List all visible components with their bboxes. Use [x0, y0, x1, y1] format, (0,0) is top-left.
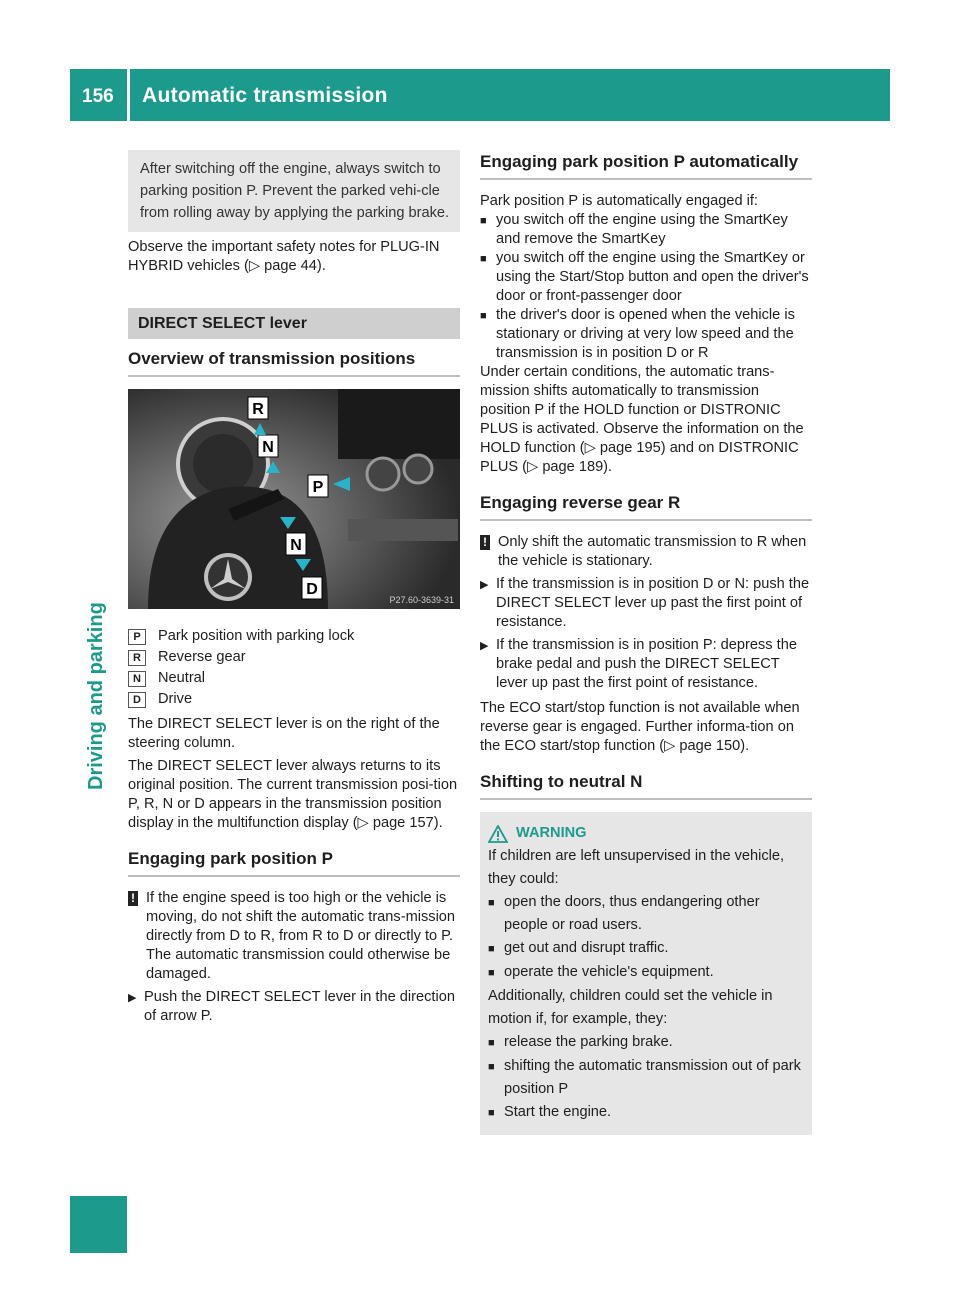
- list-item: [488, 1101, 802, 1125]
- list-item-text: open the doors, thus endangering other people or road users.: [504, 894, 760, 933]
- list-item-text: you switch off the engine using the SmartKey and remove the SmartKey: [496, 212, 788, 247]
- caution-text: If the engine speed is too high or the vehicle is moving, do not shift the automatic trans-mission directly from D to R, from R to D or directly to P. The automatic transmission could otherwise be damaged.: [146, 890, 456, 982]
- step-arrow-icon: ▶: [480, 579, 489, 591]
- list-item-text: Start the engine.: [504, 1104, 612, 1120]
- bullet-icon: ■: [488, 943, 495, 955]
- header-divider: [127, 69, 130, 121]
- control-panel: [348, 519, 458, 541]
- caution-text: Only shift the automatic transmission to R when the vehicle is stationary.: [498, 534, 807, 569]
- air-vent-2: [404, 455, 432, 483]
- overview-heading: Overview of transmission positions: [128, 349, 460, 377]
- legend-text: Park position with parking lock: [158, 628, 355, 644]
- caution-icon: !: [480, 535, 490, 550]
- gauge-face: [193, 434, 253, 494]
- section-band: DIRECT SELECT lever: [128, 308, 460, 339]
- list-item-text: shifting the automatic transmission out of park position P: [504, 1058, 801, 1097]
- step-arrow-icon: ▶: [128, 992, 137, 1004]
- list-item-text: you switch off the engine using the SmartKey or using the Start/Stop button and open the driver's door or front-passenger door: [496, 250, 809, 304]
- display-screen: [338, 389, 460, 459]
- side-tab-marker: [70, 1196, 127, 1253]
- auto-park-intro: Park position P is automatically engaged if:: [480, 193, 758, 209]
- list-item-text: the driver's door is opened when the vehicle is stationary or driving at very low speed and the transmission is in position D or R: [496, 307, 795, 361]
- list-item: [488, 1055, 802, 1101]
- left-column: [128, 150, 460, 1026]
- caution-note: [480, 533, 812, 571]
- bullet-icon: ■: [488, 1107, 495, 1119]
- bullet-icon: ■: [488, 1037, 495, 1049]
- eco-paragraph: The ECO start/stop function is not available when reverse gear is engaged. Further informa-tion on the ECO start/stop function (▷ page 150).: [480, 700, 800, 754]
- right-column: [480, 150, 812, 1135]
- photo-label-d: D: [306, 581, 318, 598]
- step-text: If the transmission is in position P: depress the brake pedal and push the DIRECT SELECT lever up past the first point of resistance.: [496, 637, 797, 691]
- bullet-icon: ■: [480, 310, 487, 322]
- instruction-step: [128, 988, 460, 1026]
- auto-park-paragraph: Under certain conditions, the automatic trans-mission shifts automatically to transmission position P if the HOLD function or DISTRONIC PLUS is activated. Observe the information on the HOLD function (▷ page 195) and on DISTRONIC PLUS (▷ page 189).: [480, 364, 804, 475]
- instruction-step: [480, 575, 812, 632]
- note-text: After switching off the engine, always switch to parking position P. Prevent the parked vehi-cle from rolling away by applying the parking brake.: [140, 161, 450, 221]
- photo-label-p: P: [312, 479, 324, 496]
- list-item: [488, 891, 802, 937]
- note-box: [128, 150, 460, 232]
- side-tab-text: Driving and parking: [85, 602, 107, 790]
- warning-triangle-icon: [488, 825, 508, 843]
- auto-park-heading: Engaging park position P automatically: [480, 152, 812, 180]
- list-item: [480, 306, 812, 363]
- direct-select-photo: [128, 389, 460, 609]
- caution-icon: !: [128, 891, 138, 906]
- warning-title: [488, 822, 802, 845]
- reverse-gear-heading: Engaging reverse gear R: [480, 493, 812, 521]
- legend-text: Neutral: [158, 670, 206, 686]
- list-item: [488, 937, 802, 961]
- list-item-text: get out and disrupt traffic.: [504, 940, 669, 956]
- instruction-step: [480, 636, 812, 693]
- legend-key: D: [128, 692, 146, 708]
- step-text: Push the DIRECT SELECT lever in the direction of arrow P.: [144, 989, 455, 1024]
- bullet-icon: ■: [488, 1061, 495, 1073]
- bullet-icon: ■: [488, 967, 495, 979]
- legend-item-p: [128, 627, 460, 646]
- page-number: 156: [82, 86, 114, 107]
- legend-item-d: [128, 690, 460, 709]
- step-arrow-icon: ▶: [480, 640, 489, 652]
- legend-item-r: [128, 648, 460, 667]
- step-text: If the transmission is in position D or N: push the DIRECT SELECT lever up past the first point of resistance.: [496, 576, 810, 630]
- neutral-heading: Shifting to neutral N: [480, 772, 812, 800]
- page-title: Automatic transmission: [142, 84, 388, 107]
- photo-label-r: R: [252, 401, 264, 418]
- warning-intro: If children are left unsupervised in the vehicle, they could:: [488, 848, 785, 887]
- warning-box: [480, 812, 812, 1135]
- legend-key: N: [128, 671, 146, 687]
- list-item-text: operate the vehicle's equipment.: [504, 964, 714, 980]
- bullet-icon: ■: [480, 253, 487, 265]
- list-item: [488, 1031, 802, 1055]
- caution-note: [128, 889, 460, 984]
- list-item: [480, 211, 812, 249]
- legend-key: R: [128, 650, 146, 666]
- legend-text: Drive: [158, 691, 193, 707]
- lever-return-text: The DIRECT SELECT lever always returns to its original position. The current transmission posi-tion P, R, N or D appears in the transmission position display in the multifunction display (▷ page 157).: [128, 758, 458, 831]
- lever-location-text: The DIRECT SELECT lever is on the right of the steering column.: [128, 716, 440, 751]
- list-item: [488, 961, 802, 985]
- photo-label-n-bottom: N: [290, 537, 302, 554]
- bullet-icon: ■: [488, 897, 495, 909]
- legend-text: Reverse gear: [158, 649, 246, 665]
- page-header: [70, 69, 890, 121]
- legend-item-n: [128, 669, 460, 688]
- engaging-park-heading: Engaging park position P: [128, 849, 460, 877]
- photo-label-n-top: N: [262, 439, 274, 456]
- warning-title-text: WARNING: [516, 825, 587, 841]
- observe-text: Observe the important safety notes for PLUG-IN HYBRID vehicles (▷ page 44).: [128, 239, 440, 274]
- side-tab-label: [87, 490, 107, 790]
- list-item: [480, 249, 812, 306]
- list-item-text: release the parking brake.: [504, 1034, 673, 1050]
- bullet-icon: ■: [480, 215, 487, 227]
- photo-code: P27.60-3639-31: [389, 595, 454, 605]
- warning-mid: Additionally, children could set the vehicle in motion if, for example, they:: [488, 988, 773, 1027]
- legend-key: P: [128, 629, 146, 645]
- air-vent-1: [367, 458, 399, 490]
